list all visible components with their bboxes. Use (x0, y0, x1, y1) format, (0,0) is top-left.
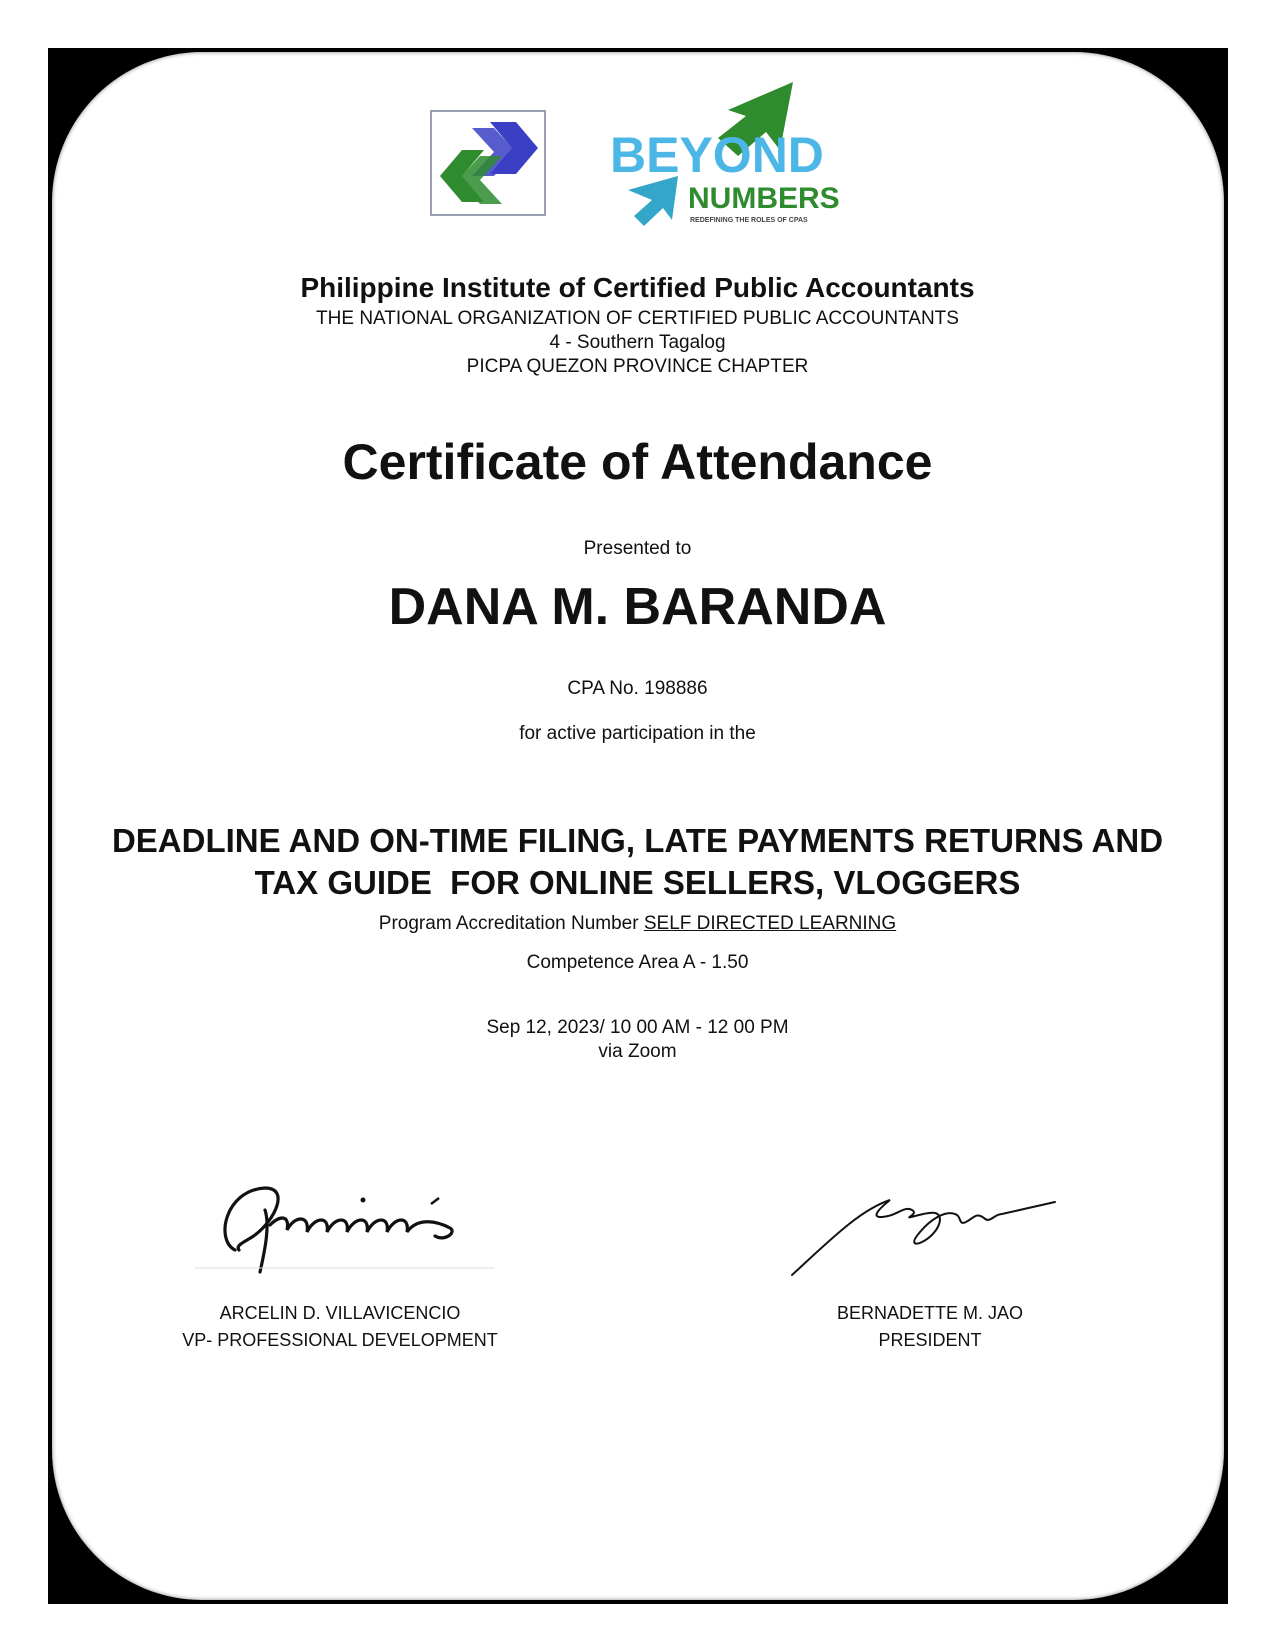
program-title-line-1: DEADLINE AND ON-TIME FILING, LATE PAYMENTS RETURNS AND (111, 822, 1164, 859)
presented-to-label: Presented to (583, 538, 692, 559)
competence-area: Competence Area A - 1.50 (526, 952, 749, 973)
organization-subtitle: THE NATIONAL ORGANIZATION OF CERTIFIED PUBLIC ACCOUNTANTS (316, 308, 959, 329)
event-venue: via Zoom (598, 1041, 677, 1062)
event-schedule (0, 1016, 1275, 1064)
organization-name: Philippine Institute of Certified Public Accountants (300, 272, 975, 303)
signatory-right-name: BERNADETTE M. JAO (836, 1303, 1024, 1323)
signatory-left-name: ARCELIN D. VILLAVICENCIO (219, 1303, 461, 1323)
signatory-left-title: VP- PROFESSIONAL DEVELOPMENT (182, 1330, 498, 1350)
organization-details (0, 307, 1275, 379)
arrow-logo-icon (608, 80, 844, 238)
numbers-text: NUMBERS (688, 182, 840, 215)
accreditation-label: Program Accreditation Number (378, 913, 644, 934)
beyond-text: BEYOND (610, 127, 824, 183)
signatory-right-title: PRESIDENT (878, 1330, 982, 1350)
organization-region: 4 - Southern Tagalog (549, 332, 726, 353)
organization-chapter: PICPA QUEZON PROVINCE CHAPTER (466, 356, 809, 377)
tagline-text: REDEFINING THE ROLES OF CPAS (690, 217, 808, 224)
cpa-number: CPA No. 198886 (567, 678, 708, 699)
signature-villavicencio (195, 1180, 495, 1280)
program-title (0, 820, 1275, 904)
recipient-name: DANA M. BARANDA (388, 578, 887, 636)
certificate-title: Certificate of Attendance (342, 434, 933, 490)
signatory-left (160, 1300, 520, 1354)
participation-text: for active participation in the (519, 723, 756, 744)
event-date-time: Sep 12, 2023/ 10 00 AM - 12 00 PM (486, 1017, 789, 1038)
program-title-line-2: TAX GUIDE FOR ONLINE SELLERS, VLOGGERS (254, 864, 1021, 901)
accreditation-value: SELF DIRECTED LEARNING (643, 913, 897, 934)
signatory-right (760, 1300, 1100, 1354)
accreditation-line (0, 913, 1275, 935)
beyond-numbers-logo (608, 80, 844, 238)
signature-jao (780, 1180, 1080, 1280)
picpa-logo (430, 110, 546, 216)
chevron-logo-icon (432, 112, 544, 214)
